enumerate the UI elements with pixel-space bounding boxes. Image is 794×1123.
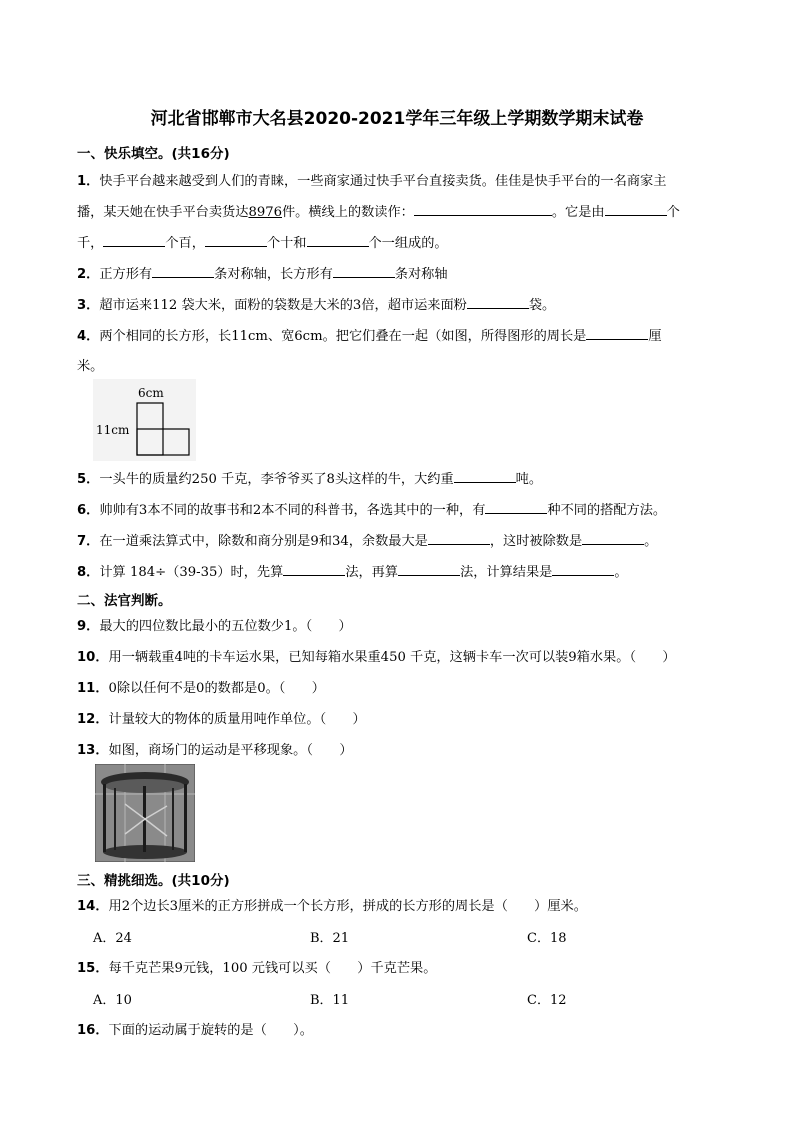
question-13 [77, 739, 353, 758]
question-text: 条对称轴，长方形有 [214, 267, 333, 282]
answer-blank[interactable] [307, 232, 369, 247]
question-text: 正方形有 [99, 267, 153, 282]
question-text: 件。横线上的数读作： [282, 205, 414, 220]
question-number: 11． [77, 681, 109, 696]
answer-blank[interactable] [205, 232, 267, 247]
answer-blank[interactable] [467, 294, 529, 309]
question-text: 超市运来112 袋大米，面粉的袋数是大米的3倍，超市运来面粉 [99, 298, 467, 313]
answer-blank[interactable] [103, 232, 165, 247]
question-text: 个十和 [266, 236, 307, 251]
question-11 [77, 677, 325, 696]
question-text: 米。 [77, 359, 104, 374]
question-text: 一头牛的质量约250 千克，李爷爷买了8头这样的牛，大约重 [99, 472, 454, 487]
revolving-door-illustration [95, 764, 195, 862]
option-a[interactable]: A．10 [93, 993, 132, 1008]
question-text: 条对称轴 [394, 267, 448, 282]
question-number: 13． [77, 743, 109, 758]
answer-blank[interactable] [552, 561, 614, 576]
question-text: ，这时被除数是 [489, 534, 583, 549]
question-text: 每千克芒果9元钱，100 元钱可以买（ ）千克芒果。 [108, 961, 437, 976]
question-text: 如图，商场门的运动是平移现象。（ ） [108, 743, 353, 758]
question-number: 7． [77, 534, 100, 549]
question-number: 6． [77, 503, 100, 518]
question-text: 最大的四位数比最小的五位数少1。（ ） [99, 619, 352, 634]
option-c[interactable]: C．18 [527, 931, 567, 946]
section-heading-2: 二、法官判断。 [77, 593, 172, 609]
rectangles-figure [93, 379, 196, 461]
question-9 [77, 615, 352, 634]
figure-label-top: 6cm [138, 386, 164, 400]
question-text: 计量较大的物体的质量用吨作单位。（ ） [108, 712, 366, 727]
question-15 [77, 957, 436, 976]
answer-blank[interactable] [152, 263, 214, 278]
question-number: 9． [77, 619, 100, 634]
question-text: 千， [77, 236, 104, 251]
question-text: 法，计算结果是 [460, 565, 553, 580]
question-text: 袋。 [528, 298, 556, 313]
question-text: 厘 [648, 329, 662, 344]
question-2 [77, 263, 448, 282]
question-1-line-1 [77, 170, 666, 189]
question-number: 12． [77, 712, 109, 727]
question-4-line-2 [77, 355, 103, 374]
option-a[interactable]: A．24 [93, 931, 132, 946]
question-7 [77, 530, 657, 549]
question-text: 用一辆载重4吨的卡车运水果，已知每箱水果重450 千克，这辆卡车一次可以装9箱水果。（ ） [108, 650, 676, 665]
question-text: 两个相同的长方形，长11cm、宽6cm。把它们叠在一起（如图，所得图形的周长是 [99, 329, 587, 344]
section-heading-3: 三、精挑细选。(共10分) [77, 873, 230, 889]
question-number: 3． [77, 298, 100, 313]
question-text: 播，某天她在快手平台卖货达 [77, 205, 249, 220]
question-1-line-2 [77, 201, 680, 220]
option-b[interactable]: B．11 [310, 993, 350, 1008]
answer-blank[interactable] [582, 530, 644, 545]
question-number: 16． [77, 1023, 109, 1038]
question-1-line-3 [77, 232, 448, 251]
question-text: 。 [614, 565, 628, 580]
question-5 [77, 468, 542, 487]
question-number: 4． [77, 329, 100, 344]
answer-blank[interactable] [605, 201, 667, 216]
answer-blank[interactable] [485, 499, 547, 514]
answer-blank[interactable] [454, 468, 516, 483]
question-12 [77, 708, 366, 727]
overlapping-rectangles-diagram [93, 379, 196, 461]
question-3 [77, 294, 555, 313]
answer-blank[interactable] [414, 201, 552, 216]
answer-blank[interactable] [398, 561, 460, 576]
question-text: 个 [666, 205, 680, 220]
question-8 [77, 561, 628, 580]
question-number: 1． [77, 174, 100, 189]
question-text: 吨。 [515, 472, 543, 487]
option-c[interactable]: C．12 [527, 993, 567, 1008]
question-16 [77, 1019, 313, 1038]
question-text: 。 [644, 534, 658, 549]
question-text: 帅帅有3本不同的故事书和2本不同的科普书，各选其中的一种，有 [99, 503, 486, 518]
answer-blank[interactable] [586, 325, 648, 340]
answer-blank[interactable] [333, 263, 395, 278]
question-text: 个百， [165, 236, 205, 251]
question-number: 14． [77, 899, 109, 914]
question-14 [77, 895, 587, 914]
question-text: 计算 184÷（39-35）时，先算 [99, 565, 284, 580]
option-b[interactable]: B．21 [310, 931, 350, 946]
question-text: 0除以任何不是0的数都是0。（ ） [108, 681, 325, 696]
question-text: 在一道乘法算式中，除数和商分别是9和34，余数最大是 [99, 534, 428, 549]
answer-blank[interactable] [283, 561, 345, 576]
question-number: 15． [77, 961, 109, 976]
question-text: 。它是由 [551, 205, 605, 220]
question-text: 用2个边长3厘米的正方形拼成一个长方形，拼成的长方形的周长是（ ）厘米。 [108, 899, 587, 914]
page-title: 河北省邯郸市大名县2020-2021学年三年级上学期数学期末试卷 [150, 109, 644, 129]
question-4-line-1 [77, 325, 662, 344]
question-6 [77, 499, 666, 518]
answer-blank[interactable] [428, 530, 490, 545]
question-number: 10． [77, 650, 109, 665]
question-10 [77, 646, 676, 665]
question-text: 种不同的搭配方法。 [547, 503, 667, 518]
underlined-number: 8976 [248, 205, 282, 220]
question-number: 5． [77, 472, 100, 487]
question-number: 8． [77, 565, 100, 580]
revolving-door-image [95, 764, 195, 862]
question-text: 法，再算 [345, 565, 399, 580]
question-text: 快手平台越来越受到人们的青睐，一些商家通过快手平台直接卖货。佳佳是快手平台的一名商家主 [99, 174, 667, 189]
figure-label-left: 11cm [96, 423, 130, 437]
question-text: 下面的运动属于旋转的是（ ）。 [108, 1023, 313, 1038]
section-heading-1: 一、快乐填空。(共16分) [77, 146, 230, 162]
question-text: 个一组成的。 [368, 236, 448, 251]
question-number: 2． [77, 267, 100, 282]
